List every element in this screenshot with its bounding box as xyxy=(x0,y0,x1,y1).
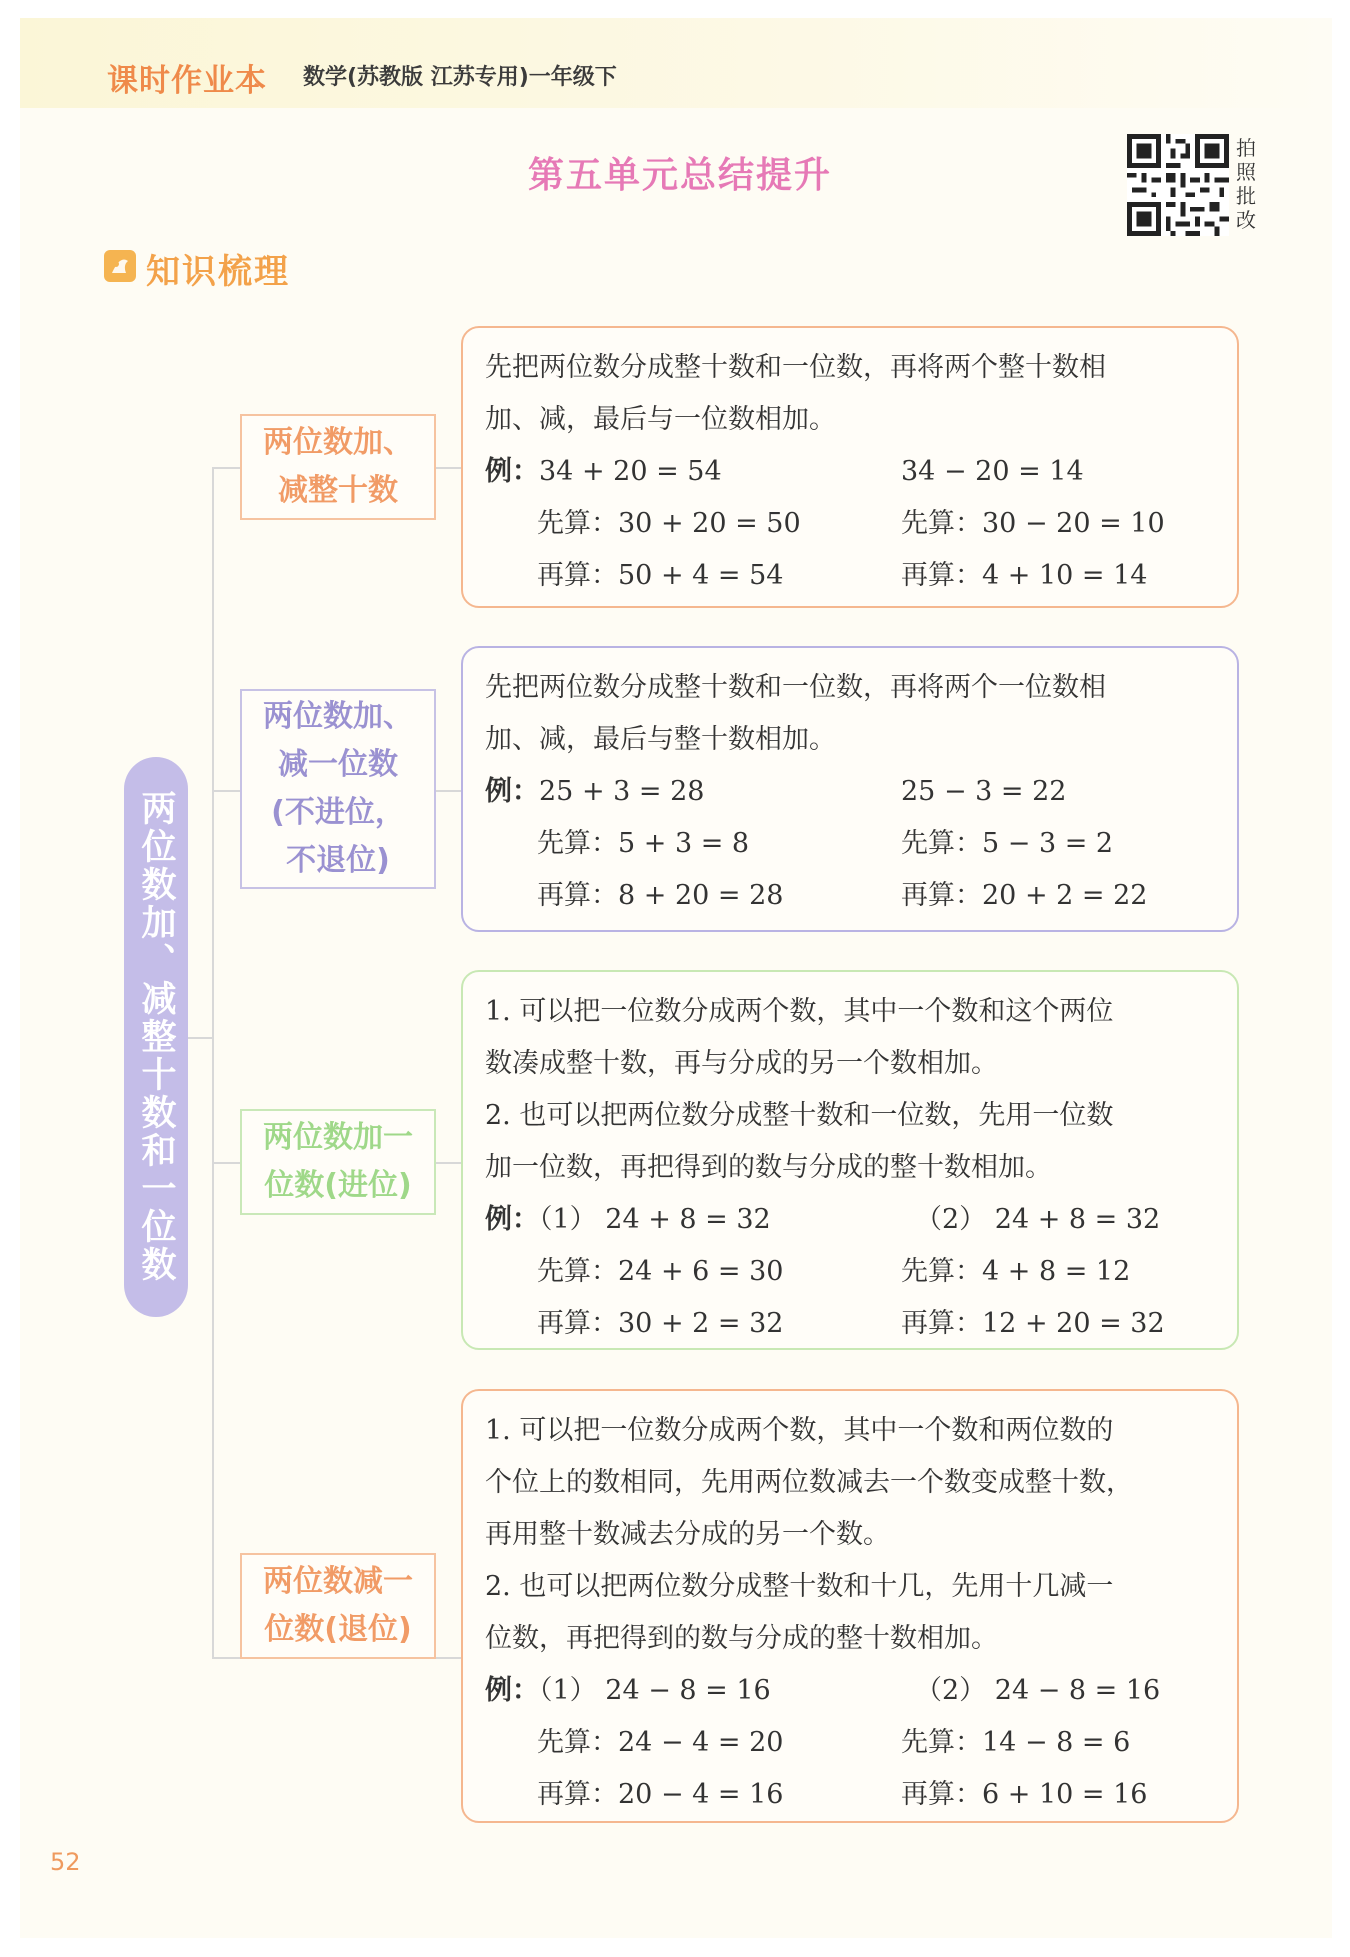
detail-box-sub-ones-borrow xyxy=(461,1389,1239,1823)
branch-label-line: 两位数减一 xyxy=(263,1564,413,1599)
qr-code-icon[interactable] xyxy=(1127,134,1229,236)
header-brand: 课时作业本 xyxy=(107,63,267,99)
branch-label-add-sub-ones-no-carry xyxy=(240,689,436,889)
example-row xyxy=(485,766,1219,818)
equation: 5 − 3 = 2 xyxy=(982,828,1114,859)
branch-label-line: 两位数加一 xyxy=(263,1120,413,1155)
step-label: 再算： xyxy=(537,1779,618,1810)
main-topic-text: 两位数加、减整十数和一位数 xyxy=(136,790,176,1284)
equation: 14 − 8 = 6 xyxy=(982,1727,1131,1758)
example-row xyxy=(485,1665,1219,1717)
rule-text-line: 先把两位数分成整十数和一位数，再将两个整十数相 xyxy=(485,352,1106,383)
example-label: 例： xyxy=(485,776,539,807)
tree-connector xyxy=(435,1162,461,1164)
rule-text-line: 先把两位数分成整十数和一位数，再将两个一位数相 xyxy=(485,672,1106,703)
step-label: 先算： xyxy=(537,1727,618,1758)
detail-box-add-ones-carry xyxy=(461,970,1239,1350)
rule-text-line: 加、减，最后与一位数相加。 xyxy=(485,404,836,435)
rule-text-line: 加、减，最后与整十数相加。 xyxy=(485,724,836,755)
equation: （2） 24 − 8 = 16 xyxy=(915,1675,1161,1706)
branch-label-line: 位数(退位) xyxy=(264,1612,412,1647)
unit-title: 第五单元总结提升 xyxy=(527,155,832,196)
example-row xyxy=(485,1769,1219,1821)
rule-text-line: 再用整十数减去分成的另一个数。 xyxy=(485,1519,890,1550)
step-label: 先算： xyxy=(537,1256,618,1287)
rule-text-line: 1. 可以把一位数分成两个数，其中一个数和两位数的 xyxy=(485,1415,1114,1446)
tree-connector xyxy=(435,790,461,792)
rule-text-line: 个位上的数相同，先用两位数减去一个数变成整十数， xyxy=(485,1467,1133,1498)
tree-connector xyxy=(435,467,461,469)
example-row xyxy=(485,818,1219,870)
rule-text-line: 加一位数，再把得到的数与分成的整十数相加。 xyxy=(485,1152,1052,1183)
knowledge-section-icon xyxy=(103,249,137,283)
step-label: 再算： xyxy=(901,880,982,911)
example-row xyxy=(485,446,1219,498)
tree-connector xyxy=(212,467,240,469)
tree-connector xyxy=(212,790,240,792)
equation: （1） 24 + 8 = 32 xyxy=(539,1204,771,1235)
equation: 50 + 4 = 54 xyxy=(618,560,784,591)
qr-caption-char: 批 xyxy=(1236,184,1256,208)
step-label: 再算： xyxy=(537,880,618,911)
equation: 5 + 3 = 8 xyxy=(618,828,750,859)
page-number: 52 xyxy=(50,1848,81,1876)
equation: 20 − 4 = 16 xyxy=(618,1779,784,1810)
equation: 4 + 10 = 14 xyxy=(982,560,1148,591)
step-label: 再算： xyxy=(537,560,618,591)
detail-box-add-sub-tens xyxy=(461,326,1239,608)
equation: 34 − 20 = 14 xyxy=(901,456,1084,487)
header-book-title: 数学(苏教版 江苏专用)一年级下 xyxy=(303,65,617,90)
branch-label-line: 减整十数 xyxy=(278,473,398,508)
example-row xyxy=(485,550,1219,602)
equation: 30 + 20 = 50 xyxy=(618,508,801,539)
equation: 24 − 4 = 20 xyxy=(618,1727,784,1758)
rule-text-line: 位数，再把得到的数与分成的整十数相加。 xyxy=(485,1623,998,1654)
step-label: 先算： xyxy=(537,828,618,859)
equation: 30 − 20 = 10 xyxy=(982,508,1165,539)
equation: 25 − 3 = 22 xyxy=(901,776,1067,807)
step-label: 再算： xyxy=(901,560,982,591)
example-row xyxy=(485,1246,1219,1298)
qr-caption-char: 拍 xyxy=(1236,136,1256,160)
step-label: 先算： xyxy=(901,1256,982,1287)
branch-label-line: 减一位数 xyxy=(278,747,398,782)
qr-caption xyxy=(1236,136,1260,232)
step-label: 先算： xyxy=(901,508,982,539)
example-label: 例： xyxy=(485,456,539,487)
equation: 6 + 10 = 16 xyxy=(982,1779,1148,1810)
step-label: 再算： xyxy=(537,1308,618,1339)
equation: 24 + 6 = 30 xyxy=(618,1256,784,1287)
tree-connector xyxy=(212,1162,240,1164)
branch-label-add-sub-tens xyxy=(240,414,436,520)
equation: （2） 24 + 8 = 32 xyxy=(915,1204,1161,1235)
equation: 30 + 2 = 32 xyxy=(618,1308,784,1339)
rule-text-line: 数凑成整十数，再与分成的另一个数相加。 xyxy=(485,1048,998,1079)
rule-text-line: 2. 也可以把两位数分成整十数和十几，先用十几减一 xyxy=(485,1571,1114,1602)
equation: 20 + 2 = 22 xyxy=(982,880,1148,911)
equation: 8 + 20 = 28 xyxy=(618,880,784,911)
tree-connector xyxy=(435,1657,461,1659)
equation: 4 + 8 = 12 xyxy=(982,1256,1131,1287)
rule-text-line: 2. 也可以把两位数分成整十数和一位数，先用一位数 xyxy=(485,1100,1114,1131)
example-row xyxy=(485,498,1219,550)
qr-caption-char: 照 xyxy=(1236,160,1256,184)
equation: （1） 24 − 8 = 16 xyxy=(539,1675,771,1706)
example-label: 例： xyxy=(485,1675,539,1706)
detail-box-add-sub-ones-no-carry xyxy=(461,646,1239,932)
tree-connector xyxy=(212,1657,240,1659)
step-label: 先算： xyxy=(901,1727,982,1758)
branch-label-sub-ones-borrow xyxy=(240,1553,436,1659)
step-label: 再算： xyxy=(901,1779,982,1810)
branch-label-line: 不退位) xyxy=(286,843,390,878)
step-label: 再算： xyxy=(901,1308,982,1339)
step-label: 先算： xyxy=(901,828,982,859)
example-row xyxy=(485,1298,1219,1350)
branch-label-line: 两位数加、 xyxy=(263,425,413,460)
example-row xyxy=(485,870,1219,922)
example-row xyxy=(485,1194,1219,1246)
rule-text-line: 1. 可以把一位数分成两个数，其中一个数和这个两位 xyxy=(485,996,1114,1027)
branch-label-line: (不进位， xyxy=(271,795,405,830)
example-row xyxy=(485,1717,1219,1769)
tree-connector xyxy=(212,467,214,1657)
branch-label-line: 位数(进位) xyxy=(264,1168,412,1203)
qr-caption-char: 改 xyxy=(1236,208,1256,232)
main-topic-pill xyxy=(124,757,188,1317)
tree-connector xyxy=(188,1037,212,1039)
step-label: 先算： xyxy=(537,508,618,539)
equation: 34 + 20 = 54 xyxy=(539,456,722,487)
branch-label-add-ones-carry xyxy=(240,1109,436,1215)
example-label: 例： xyxy=(485,1204,539,1235)
equation: 25 + 3 = 28 xyxy=(539,776,705,807)
branch-label-line: 两位数加、 xyxy=(263,699,413,734)
section-title: 知识梳理 xyxy=(146,252,290,292)
equation: 12 + 20 = 32 xyxy=(982,1308,1165,1339)
